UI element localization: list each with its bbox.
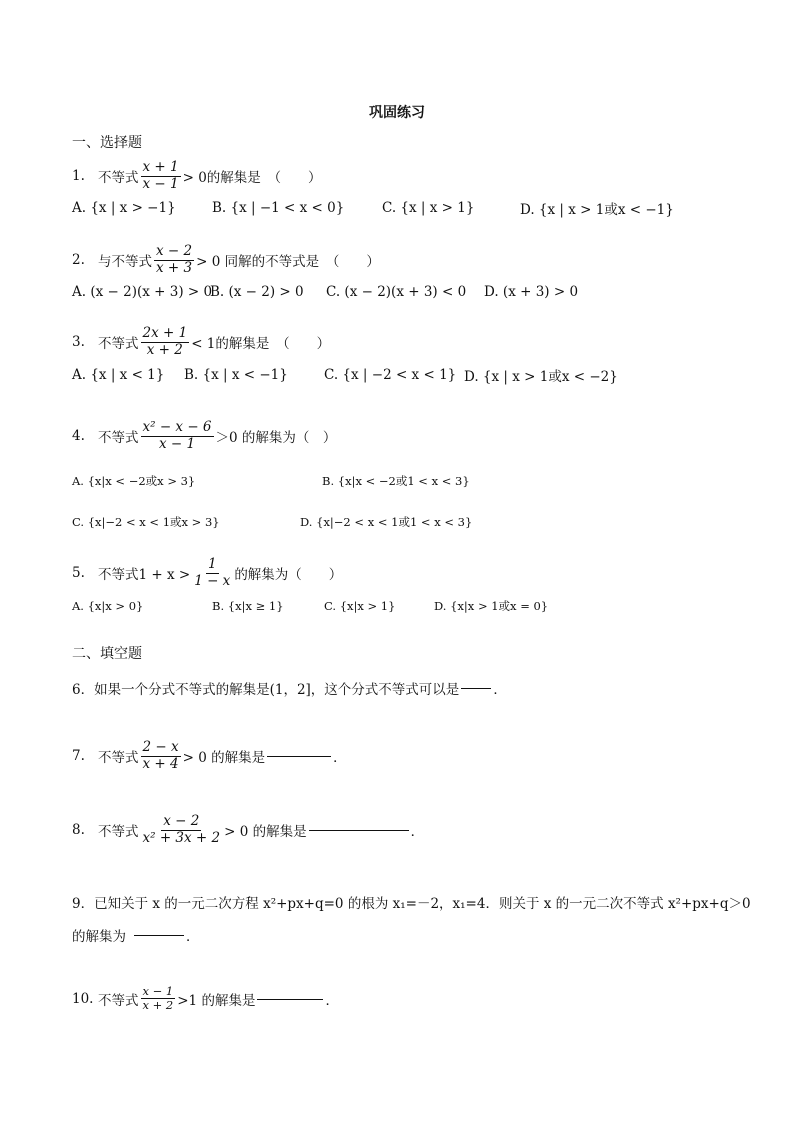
question-10 [72,985,339,1012]
fraction-numerator: x − 2 [163,813,200,829]
fraction-numerator: x + 1 [142,159,179,175]
fraction [154,244,194,276]
fraction [141,326,190,358]
option-d[interactable]: D. (x + 3) > 0 [484,284,579,300]
question-text-tail: ＞0 的解集为（ ） [215,430,337,447]
question-text-tail: > 0 的解集是 [224,824,307,841]
fraction [141,740,181,772]
question-9-line-2 [72,925,200,945]
fraction-numerator: 2 − x [142,739,179,755]
question-number: 8. [72,822,85,839]
question-end: ． [333,750,347,767]
fraction-numerator: 2x + 1 [142,325,188,341]
fraction-numerator: x − 1 [142,984,174,998]
question-4 [72,420,336,452]
question-text-tail: 的解集为（ ） [234,567,343,584]
question-6 [72,678,507,698]
option-b[interactable]: B. (x − 2) > 0 [210,284,304,300]
question-8 [72,814,424,846]
fraction [141,160,181,192]
option-c[interactable]: C. {x | x > 1} [382,200,475,216]
option-a[interactable]: A. {x|x < −2或x > 3} [72,474,196,488]
question-text: 与不等式 [98,254,152,271]
question-number: 5. [72,565,85,582]
fraction-denominator: x² + 3x + 2 [142,829,221,846]
option-a[interactable]: A. {x|x > 0} [72,599,144,613]
section-choice-heading: 一、选择题 [72,135,142,151]
question-text: 不等式 [98,336,139,353]
section-fill-heading: 二、填空题 [72,646,142,662]
answer-blank[interactable] [461,687,491,689]
fraction-denominator: x + 4 [142,755,179,772]
option-b[interactable]: B. {x | −1 < x < 0} [212,200,345,216]
question-text: 不等式 [98,992,139,1009]
question-7 [72,740,347,772]
question-end: ． [493,682,507,698]
option-b[interactable]: B. {x|x < −2或1 < x < 3} [322,474,470,488]
fraction-numerator: 1 [207,556,217,572]
question-3 [72,326,330,358]
question-end: ． [186,929,200,945]
question-text-tail: < 1的解集是 （ ） [191,336,331,353]
question-text: 6．如果一个分式不等式的解集是(1，2]，这个分式不等式可以是 [72,682,460,698]
fraction-numerator: x − 2 [156,243,193,259]
option-c[interactable]: C. {x|x > 1} [324,599,396,613]
question-1 [72,160,322,192]
answer-blank[interactable] [267,755,331,757]
question-number: 7. [72,748,85,765]
option-a[interactable]: A. {x | x > −1} [72,200,176,216]
page-title: 巩固练习 [369,105,425,121]
question-end: ． [325,992,339,1009]
option-c[interactable]: C. (x − 2)(x + 3) < 0 [326,284,467,300]
question-text-tail: > 0 的解集是 [182,750,266,767]
option-d[interactable]: D. {x | x > 1或x < −1} [520,202,674,218]
question-9-line-1: 9．已知关于 x 的一元二次方程 x²+px+q=0 的根为 x₁=－2，x₁=4．则关于 x 的一元二次不等式 x²+px+q＞0 [72,896,751,912]
question-text-tail: > 0的解集是 （ ） [182,170,322,187]
option-c[interactable]: C. {x | −2 < x < 1} [324,367,457,383]
question-number: 4. [72,428,85,445]
answer-blank[interactable] [257,998,323,1000]
fraction-denominator: x + 2 [146,341,183,358]
fraction-denominator: x + 2 [142,998,174,1013]
fraction [141,985,176,1012]
answer-blank[interactable] [134,934,184,936]
question-number: 2. [72,252,85,269]
option-d[interactable]: D. {x|−2 < x < 1或1 < x < 3} [300,515,473,529]
question-number: 10. [72,990,94,1007]
question-text: 不等式1 + x > [98,567,191,584]
option-a[interactable]: A. {x | x < 1} [72,367,165,383]
question-number: 3. [72,334,85,351]
option-b[interactable]: B. {x | x < −1} [184,367,288,383]
option-c[interactable]: C. {x|−2 < x < 1或x > 3} [72,515,220,529]
question-text: 的解集为 [72,929,126,945]
question-text: 不等式 [98,824,139,841]
answer-blank[interactable] [309,829,409,831]
question-2 [72,244,380,276]
fraction-denominator: 1 − x [194,572,231,589]
question-end: ． [410,824,425,841]
fraction-denominator: x + 3 [156,259,193,276]
question-text: 不等式 [98,170,139,187]
question-text: 不等式 [98,430,139,447]
option-b[interactable]: B. {x|x ≥ 1} [212,599,284,613]
fraction-denominator: x − 1 [142,175,179,192]
fraction [141,814,223,846]
option-d[interactable]: D. {x|x > 1或x = 0} [434,599,549,613]
question-text-tail: > 0 同解的不等式是 （ ） [196,254,380,271]
fraction-denominator: x − 1 [158,435,196,452]
fraction-numerator: x² − x − 6 [142,419,212,435]
fraction [192,557,232,589]
question-text: 不等式 [98,750,139,767]
option-d[interactable]: D. {x | x > 1或x < −2} [464,369,618,385]
option-a[interactable]: A. (x − 2)(x + 3) > 0 [72,284,213,300]
question-text-tail: >1 的解集是 [177,992,256,1009]
question-5 [72,557,342,589]
question-number: 1. [72,168,85,185]
fraction [141,420,214,452]
